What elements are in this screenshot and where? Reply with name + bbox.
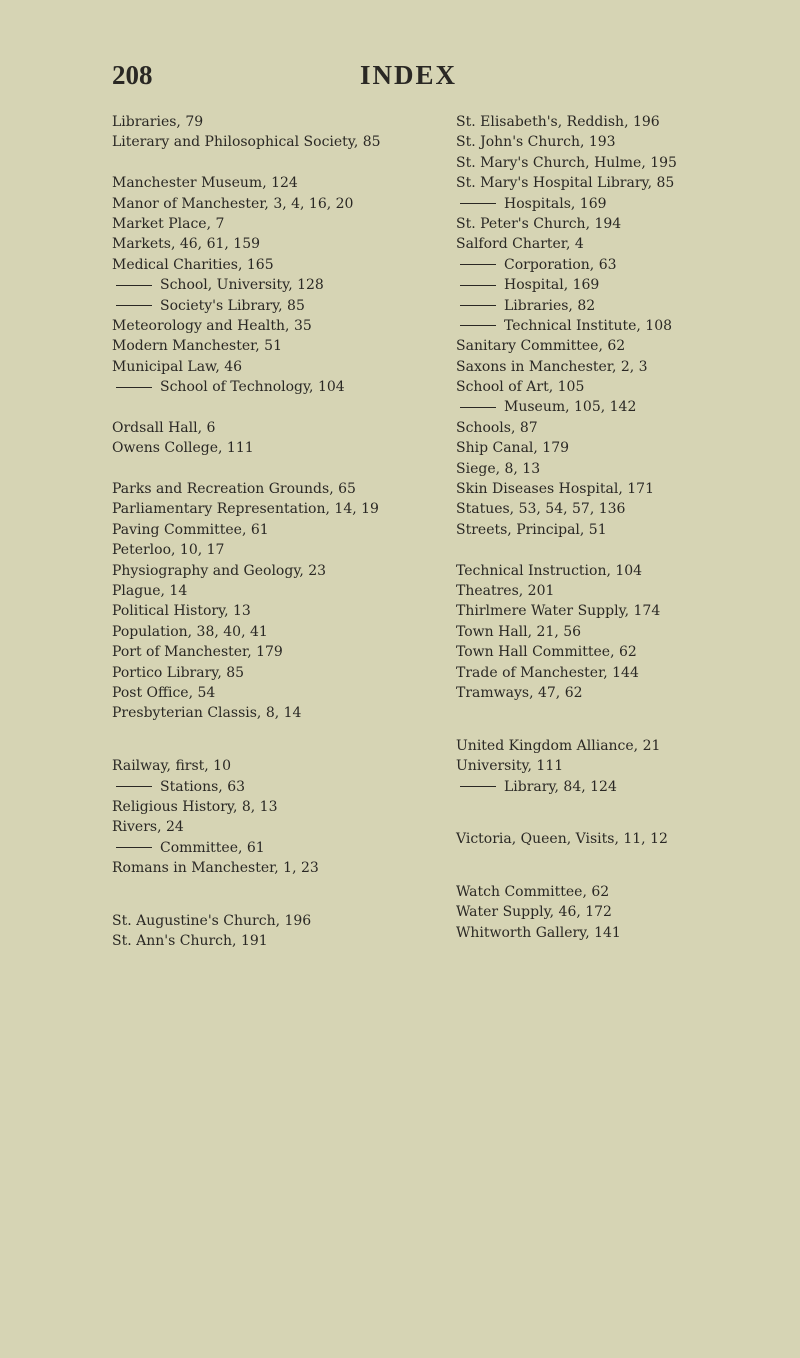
index-entry: Religious History, 8, 13 [112,798,278,815]
index-entry: Market Place, 7 [112,215,225,232]
index-entry: Theatres, 201 [456,582,555,599]
ditto-dash [460,285,496,286]
index-entry: Town Hall, 21, 56 [456,623,582,640]
index-entry: Municipal Law, 46 [112,358,243,375]
index-entry: Schools, 87 [456,419,538,436]
ditto-dash [460,786,496,787]
index-entry: Town Hall Committee, 62 [456,644,637,661]
index-entry: Owens College, 111 [112,440,254,457]
index-entry: Siege, 8, 13 [456,460,541,477]
index-subentry: Society's Library, 85 [112,296,442,316]
index-entry: Victoria, Queen, Visits, 11, 12 [456,831,668,848]
index-entry: St. Augustine's Church, 196 [112,912,312,929]
index-entry: Technical Instruction, 104 [456,562,643,579]
index-entry: Meteorology and Health, 35 [112,317,312,334]
ditto-dash [460,203,496,204]
index-entry: Portico Library, 85 [112,664,245,681]
index-subentry: Committee, 61 [112,838,442,858]
index-entry: Streets, Principal, 51 [456,521,607,538]
index-entry: Rivers, 24 [112,819,184,836]
ditto-dash [460,325,496,326]
index-subentry: Corporation, 63 [456,255,796,275]
index-entry: Markets, 46, 61, 159 [112,236,261,253]
index-entry: Salford Charter, 4 [456,236,584,253]
ditto-dash [116,387,152,388]
ditto-dash [116,285,152,286]
index-entry: Water Supply, 46, 172 [456,904,612,921]
index-entry: School of Art, 105 [456,379,585,396]
index-entry: Literary and Philosophical Society, 85 [112,134,381,151]
index-entry: Presbyterian Classis, 8, 14 [112,705,302,722]
index-subentry: Hospitals, 169 [456,194,796,214]
index-entry: Tramways, 47, 62 [456,684,583,701]
index-entry: St. Mary's Church, Hulme, 195 [456,154,677,171]
index-entry: Libraries, 79 [112,114,204,130]
index-column-right [456,112,796,943]
page-number: 208 [112,60,153,90]
index-entry: Statues, 53, 54, 57, 136 [456,501,626,518]
index-column-left [112,112,442,952]
index-entry: St. Elisabeth's, Reddish, 196 [456,114,660,130]
index-subentry: Libraries, 82 [456,296,796,316]
index-entry: Modern Manchester, 51 [112,338,282,355]
index-entry: Parliamentary Representation, 14, 19 [112,501,379,518]
index-entry: University, 111 [456,758,564,775]
index-entry: Manchester Museum, 124 [112,175,298,192]
index-entry: Whitworth Gallery, 141 [456,924,621,941]
index-entry: Saxons in Manchester, 2, 3 [456,358,648,375]
index-subentry: School of Technology, 104 [112,377,442,397]
ditto-dash [116,847,152,848]
index-entry: Plague, 14 [112,582,188,599]
index-entry: Physiography and Geology, 23 [112,562,327,579]
index-entry: Sanitary Committee, 62 [456,338,626,355]
index-entry: Romans in Manchester, 1, 23 [112,860,319,877]
index-entry: St. John's Church, 193 [456,134,616,151]
index-entry: Ordsall Hall, 6 [112,419,216,436]
index-entry: St. Peter's Church, 194 [456,215,622,232]
index-entry: Trade of Manchester, 144 [456,664,639,681]
ditto-dash [460,407,496,408]
index-entry: Parks and Recreation Grounds, 65 [112,481,356,498]
index-entry: Port of Manchester, 179 [112,644,283,661]
index-subentry: Technical Institute, 108 [456,316,796,336]
index-entry: Post Office, 54 [112,684,216,701]
index-entry: St. Ann's Church, 191 [112,933,268,950]
index-entry: Ship Canal, 179 [456,440,570,457]
index-entry: Manor of Manchester, 3, 4, 16, 20 [112,195,354,212]
index-entry: St. Mary's Hospital Library, 85 [456,175,675,192]
index-subentry: Museum, 105, 142 [456,397,796,417]
index-entry: Medical Charities, 165 [112,256,274,273]
index-entry: Railway, first, 10 [112,758,231,775]
index-subentry: Stations, 63 [112,777,442,797]
index-entry: Population, 38, 40, 41 [112,623,268,640]
index-entry: Paving Committee, 61 [112,521,269,538]
ditto-dash [116,786,152,787]
ditto-dash [460,264,496,265]
index-entry: United Kingdom Alliance, 21 [456,737,661,754]
page-title: INDEX [360,60,458,90]
page-header [0,60,800,96]
index-entry: Peterloo, 10, 17 [112,542,225,559]
index-subentry: Library, 84, 124 [456,777,796,797]
index-subentry: School, University, 128 [112,275,442,295]
ditto-dash [116,305,152,306]
index-entry: Watch Committee, 62 [456,884,610,901]
index-entry: Thirlmere Water Supply, 174 [456,603,661,620]
index-entry: Skin Diseases Hospital, 171 [456,481,654,498]
ditto-dash [460,305,496,306]
index-subentry: Hospital, 169 [456,275,796,295]
index-entry: Political History, 13 [112,603,251,620]
